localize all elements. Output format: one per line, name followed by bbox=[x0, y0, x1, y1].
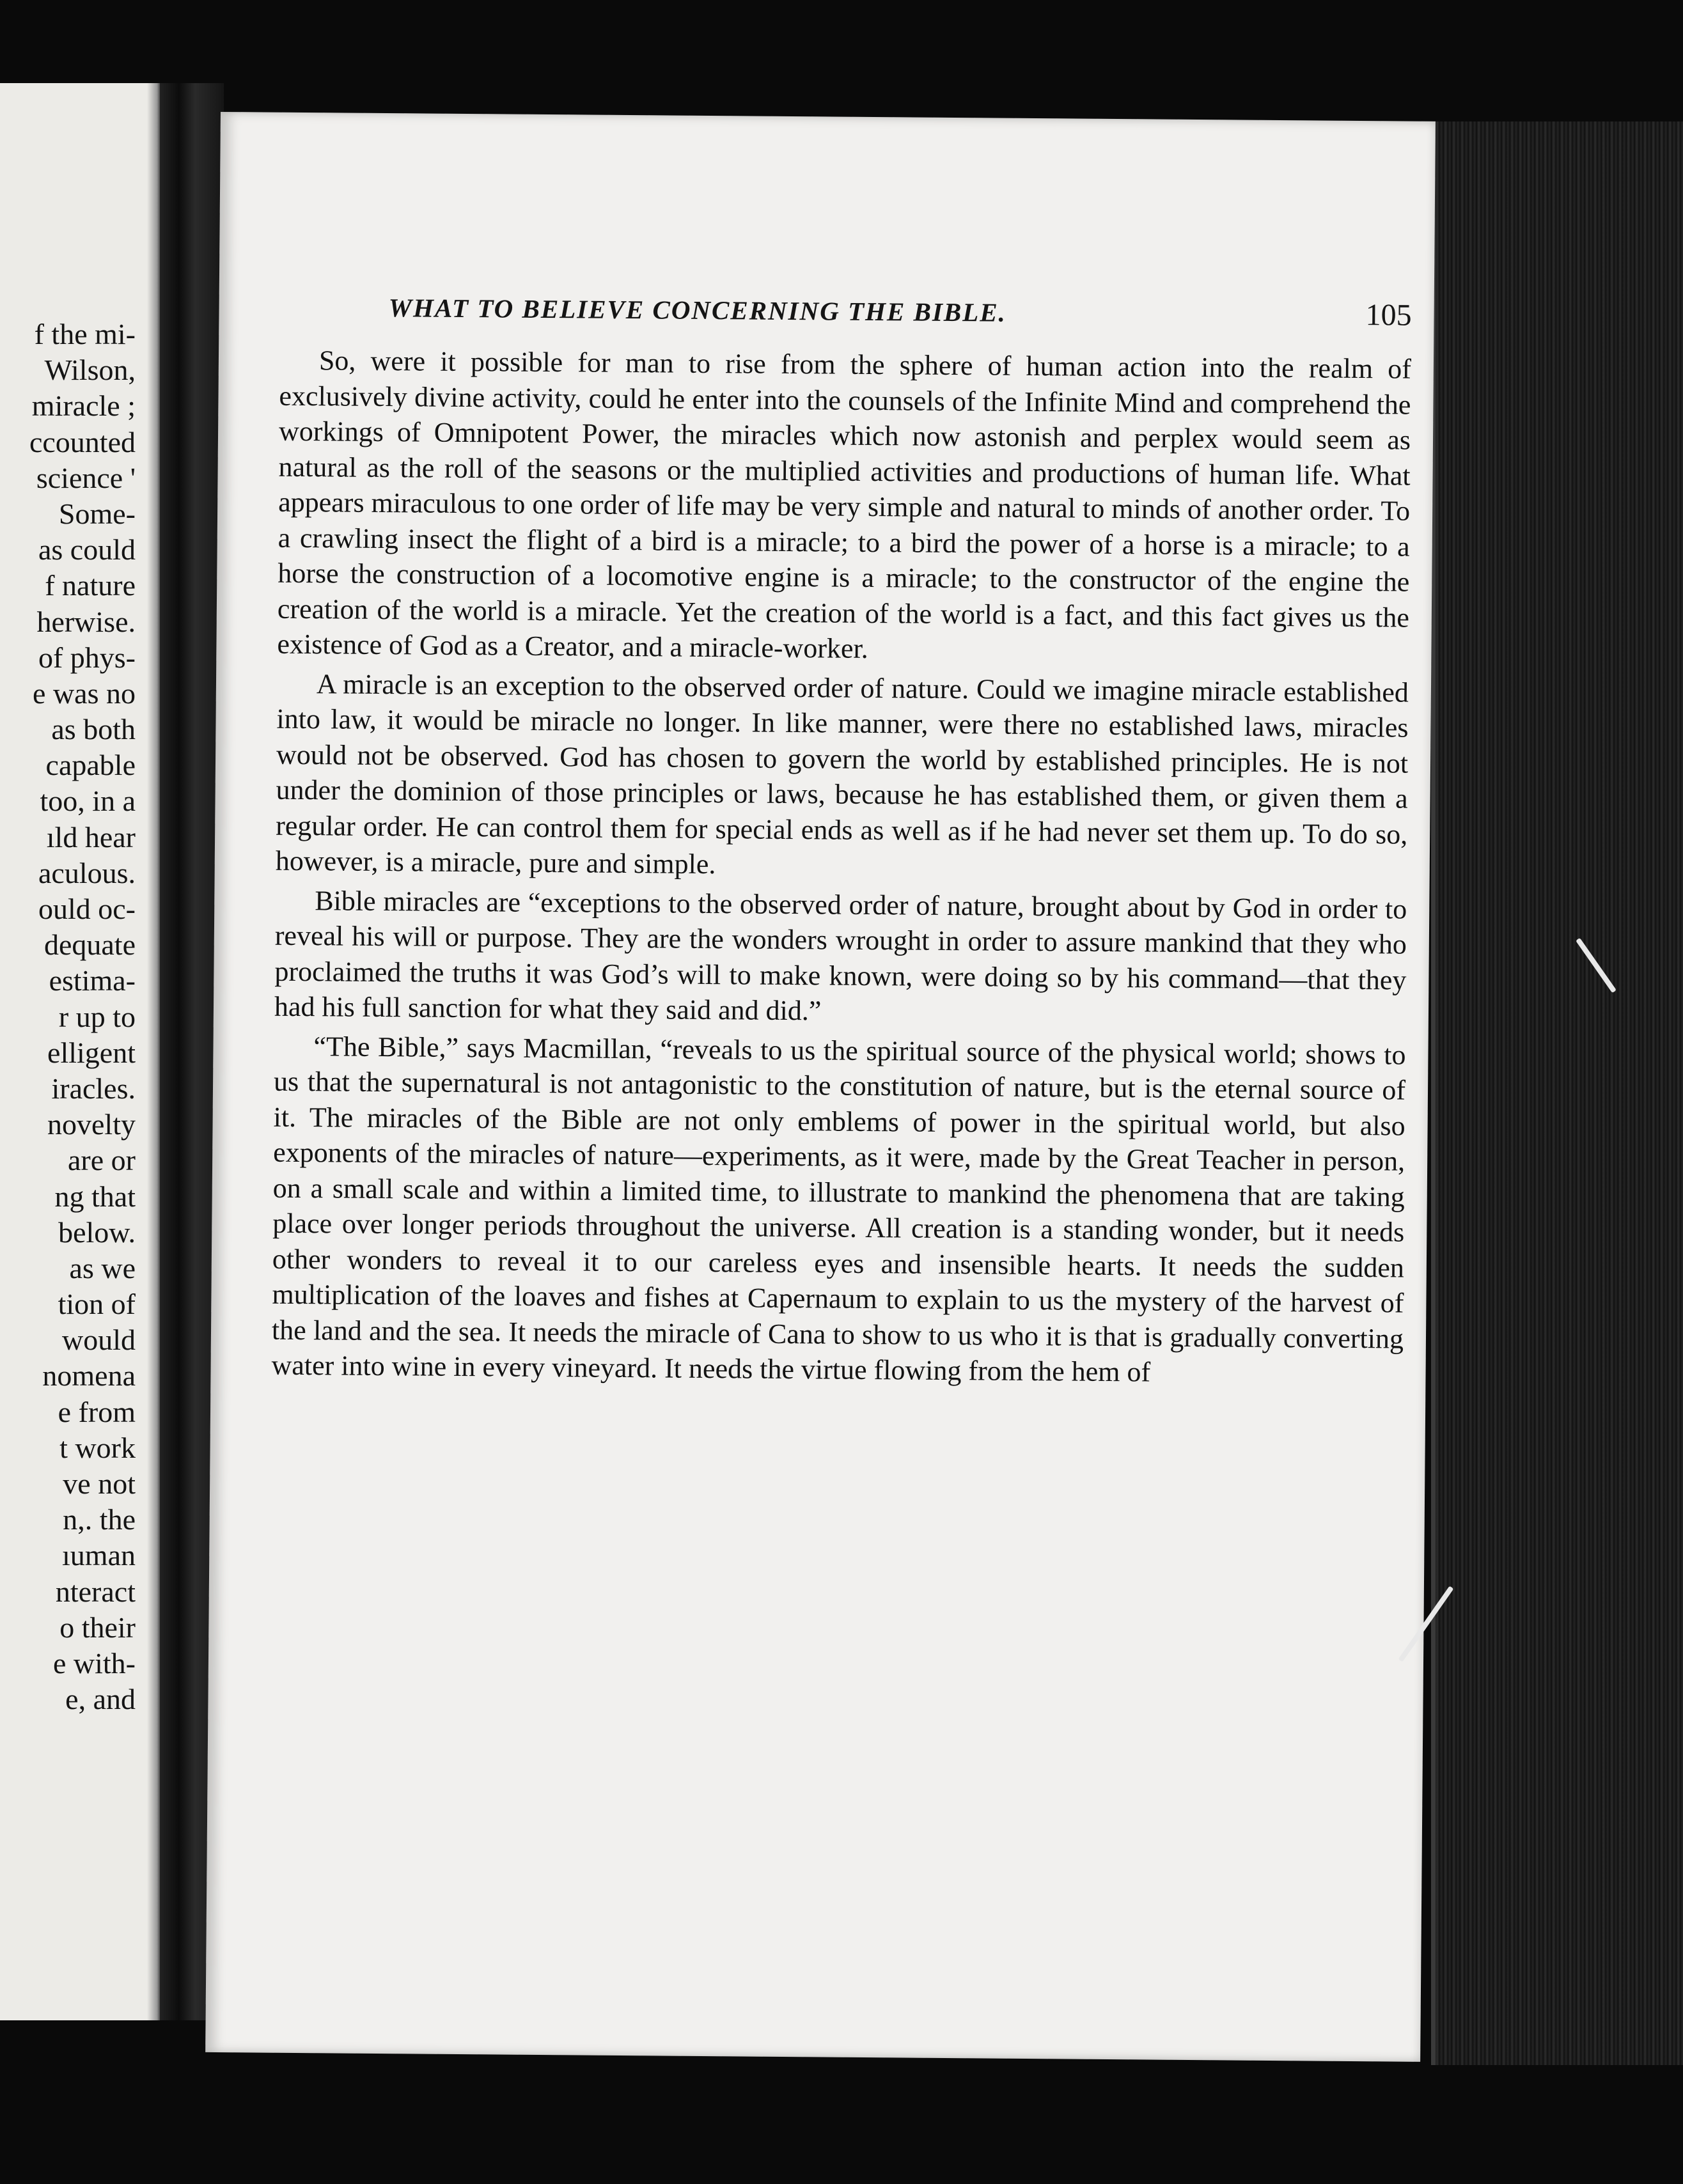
paragraph: So, were it possible for man to rise from the sphere of human action into the realm of exclusively divine activity, could he enter into the counsels of the Infinite Mind and comprehend the workings of Omnipotent Power, the miracles which now astonish and perplex would seem as natural as the roll of the seasons or the multiplied activities and productions of human life. What appears miraculous to one order of life may be very simple and natural to minds of another order. To a crawling insect the flight of a bird is a miracle; to a bird the power of a horse is a miracle; to a horse the construction of a locomotive engine is a miracle; to the constructor of the engine the creation of the world is a miracle. Yet the creation of the world is a fact, and this fact gives us the existence of God as a Creator, and a miracle-worker. bbox=[277, 345, 1412, 664]
text-line: as both bbox=[51, 713, 136, 746]
previous-page bbox=[0, 83, 160, 2020]
text-line: estima- bbox=[49, 964, 136, 997]
previous-page-text bbox=[29, 316, 136, 1717]
text-line: r up to bbox=[58, 1000, 136, 1033]
page-body bbox=[271, 343, 1411, 1396]
text-line: ıld hear bbox=[46, 820, 136, 854]
text-line: capable bbox=[45, 749, 136, 782]
text-line: e was no bbox=[33, 676, 136, 710]
text-line: would bbox=[62, 1323, 136, 1357]
text-line: f the mi- bbox=[34, 318, 136, 350]
text-line: e from bbox=[58, 1395, 136, 1428]
book-page-edges bbox=[1436, 121, 1683, 2065]
text-line: ould oc- bbox=[38, 893, 136, 925]
text-line: below. bbox=[58, 1215, 136, 1249]
text-line: t work bbox=[59, 1431, 136, 1464]
running-header bbox=[388, 292, 1411, 339]
text-line: Wilson, bbox=[44, 354, 136, 387]
text-line: ve not bbox=[63, 1467, 136, 1500]
paragraph: Bible miracles are “exceptions to the observed order of nature, brought about by God in order to reveal his will or purpose. They are the wonders wrought in order to assure mankind that they who proclaimed the truths it was God’s will to make known, were doing so by his command—that they had his full sanction for what they said and did.” bbox=[274, 884, 1407, 1027]
paragraph: “The Bible,” says Macmillan, “reveals to us the spiritual source of the physical world; shows to us that the supernatural is not antagonistic to the constitution of nature, but is the eternal source of it. The miracles of the Bible are not only emblems of power in the spiritual world, but also exponents of the miracles of nature—experiments, as it were, made by the Great Teacher in person, on a small scale and within a limited time, to illustrate to mankind the phenomena that are taking place over longer periods throughout the universe. All creation is a standing wonder, but it needs other wonders to reveal it to our careless eyes and insensible hearts. It needs the sudden multiplication of the loaves and fishes at Capernaum to explain to us the mystery of the harvest of the land and the sea. It needs the miracle of Cana to show to us who it is that is gradually converting water into wine in every vineyard. It needs the virtue flowing from the hem of bbox=[271, 1030, 1406, 1388]
text-line: ccounted bbox=[29, 425, 136, 458]
text-line: herwise. bbox=[36, 605, 136, 638]
book-page bbox=[205, 112, 1436, 2062]
text-line: e, and bbox=[65, 1683, 136, 1716]
text-line: tion of bbox=[58, 1288, 136, 1321]
text-line: as could bbox=[38, 533, 136, 566]
text-line: ng that bbox=[54, 1180, 136, 1213]
text-line: novelty bbox=[47, 1108, 136, 1141]
text-line: f nature bbox=[45, 569, 136, 602]
text-line: Some- bbox=[58, 497, 136, 530]
text-line: too, in a bbox=[40, 784, 136, 818]
text-line: aculous. bbox=[38, 856, 136, 889]
page-number: 105 bbox=[1365, 298, 1412, 332]
text-line: dequate bbox=[43, 928, 136, 962]
text-line: e with- bbox=[52, 1646, 136, 1680]
text-line: nteract bbox=[55, 1575, 136, 1608]
text-line: are or bbox=[68, 1144, 136, 1177]
text-line: of phys- bbox=[38, 641, 136, 674]
text-line: elligent bbox=[47, 1036, 136, 1069]
text-line: nomena bbox=[42, 1359, 136, 1392]
text-line: o their bbox=[59, 1611, 136, 1644]
page-curl-shading bbox=[147, 83, 161, 2020]
text-line: iracles. bbox=[51, 1072, 136, 1105]
text-line: miracle ; bbox=[31, 389, 136, 423]
text-line: science ' bbox=[36, 461, 136, 494]
text-line: as we bbox=[69, 1251, 136, 1284]
running-title: WHAT TO BELIEVE CONCERNING THE BIBLE. bbox=[388, 293, 1007, 327]
paragraph: A miracle is an exception to the observed order of nature. Could we imagine miracle established into law, it would be miracle no longer. In like manner, were there no established laws, miracles would not be observed. God has chosen to govern the world by established principles. He is not under the dominion of those principles or laws, because he has established them, or given them a regular order. He can control them for special ends as well as if he had never set them up. To do so, however, is a miracle, pure and simple. bbox=[275, 667, 1409, 880]
text-line: n,. the bbox=[63, 1503, 136, 1536]
text-line: ıuman bbox=[62, 1539, 136, 1572]
